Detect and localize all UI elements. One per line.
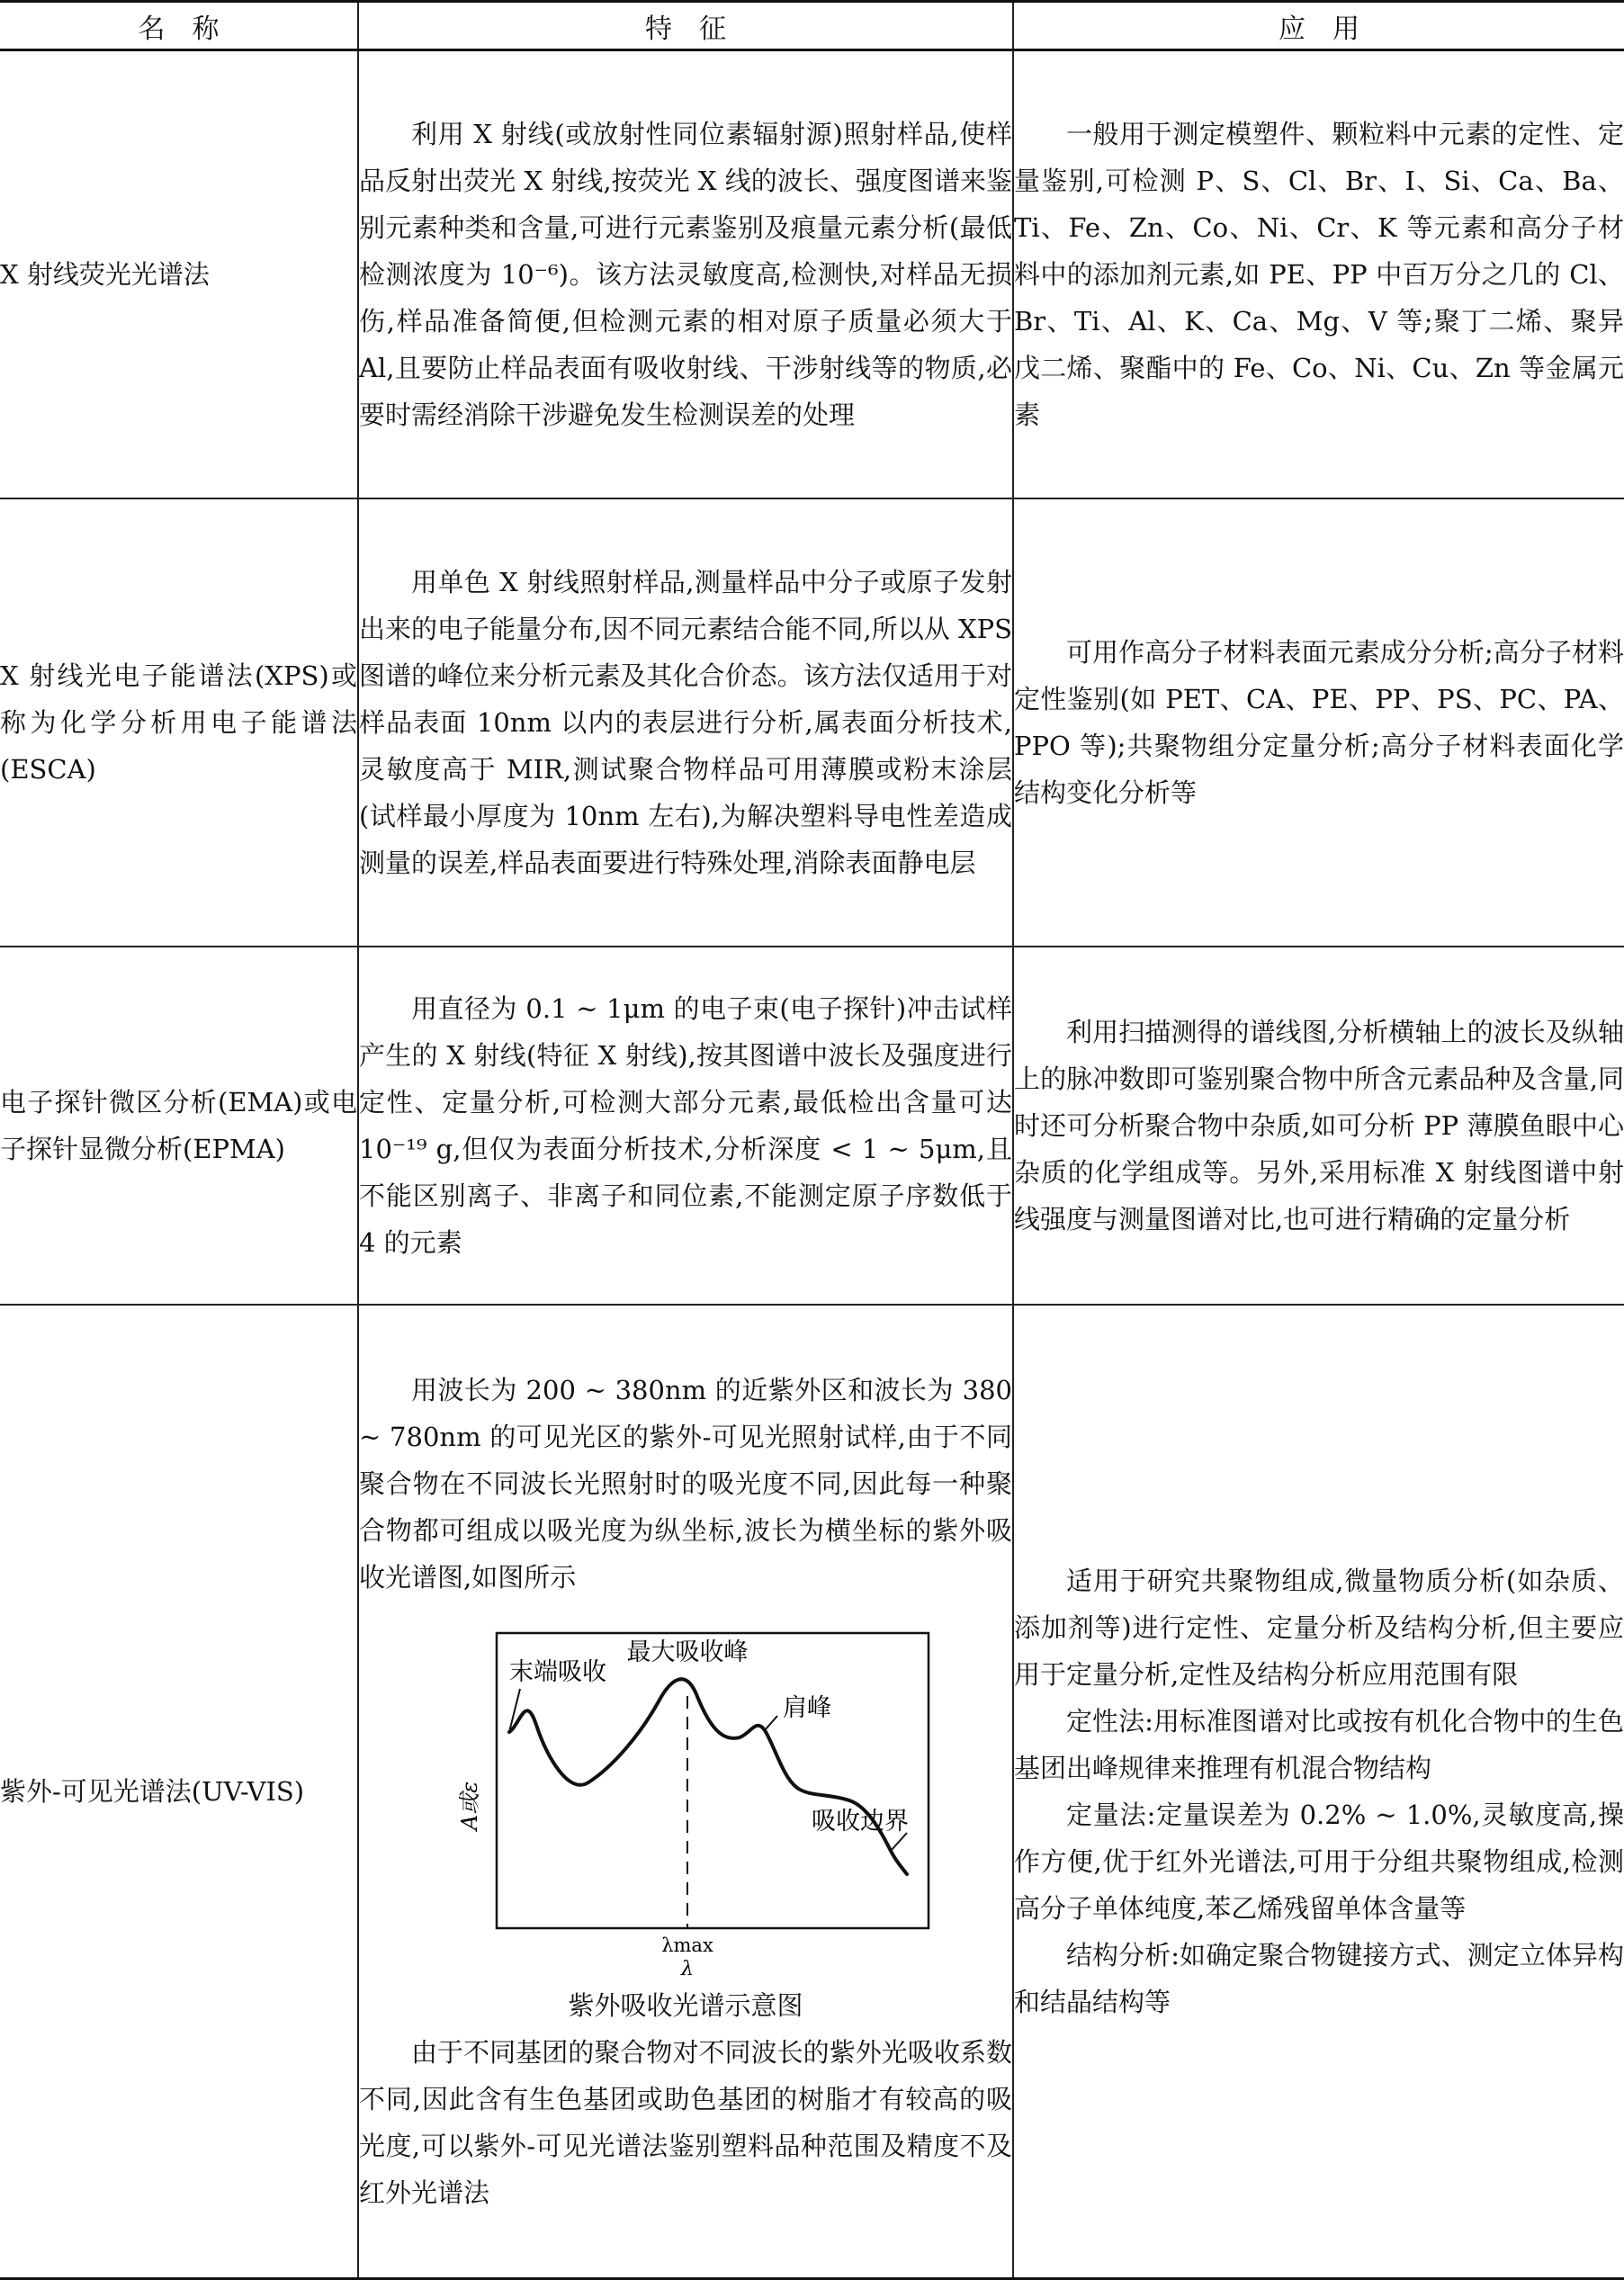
absorption-edge-label: 吸收边界 <box>812 1808 909 1836</box>
method-feature <box>358 1305 1013 2279</box>
y-axis-label: A或ε <box>457 1781 482 1831</box>
method-application: 可用作高分子材料表面元素成分分析;高分子材料定性鉴别(如 PET、CA、PE、PP、PS、PC、PA、PPO 等);共聚物组分定量分析;高分子材料表面化学结构变化分析等 <box>1013 498 1624 947</box>
shoulder-leader <box>765 1716 777 1730</box>
uv-spectrum-figure <box>434 1617 938 1977</box>
max-peak-label: 最大吸收峰 <box>626 1638 749 1666</box>
header-feature: 特 征 <box>358 2 1013 50</box>
figure-caption: 紫外吸收光谱示意图 <box>568 1990 803 2021</box>
application-para: 定量法:定量误差为 0.2% ~ 1.0%,灵敏度高,操作方便,优于红外光谱法,可用于分组共聚物组成,检测高分子单体纯度,苯乙烯残留单体含量等 <box>1014 1800 1624 1924</box>
header-application: 应 用 <box>1013 2 1624 50</box>
application-para: 适用于研究共聚物组成,微量物质分析(如杂质、添加剂等)进行定性、定量分析及结构分析,但主要应用于定量分析,定性及结构分析应用范围有限 <box>1014 1566 1624 1690</box>
absorption-curve <box>509 1679 907 1874</box>
method-feature: 用单色 X 射线照射样品,测量样品中分子或原子发射出来的电子能量分布,因不同元素结合能不同,所以从 XPS 图谱的峰位来分析元素及其化合价态。该方法仅适用于对样品表面 10nm 以内的表层进行分析,属表面分析技术,灵敏度高于 MIR,测试聚合物样品可用薄膜或粉末涂层(试样最小厚度为 10nm 左右),为解决塑料导电性差造成测量的误差,样品表面要进行特殊处理,消除表面静电层 <box>358 498 1013 947</box>
method-application <box>1013 1305 1624 2279</box>
end-absorption-label: 末端吸收 <box>509 1658 606 1686</box>
method-name: 电子探针微区分析(EMA)或电子探针显微分析(EPMA) <box>0 947 358 1305</box>
shoulder-label: 肩峰 <box>783 1694 831 1722</box>
edge-leader <box>891 1833 907 1851</box>
method-name: X 射线光电子能谱法(XPS)或称为化学分析用电子能谱法(ESCA) <box>0 498 358 947</box>
lambda-max-tick: λmax <box>661 1934 713 1956</box>
table-row <box>0 1305 1624 2279</box>
table-row <box>0 947 1624 1305</box>
method-application: 利用扫描测得的谱线图,分析横轴上的波长及纵轴上的脉冲数即可鉴别聚合物中所含元素品种及含量,同时还可分析聚合物中杂质,如可分析 PP 薄膜鱼眼中心杂质的化学组成等。另外,采用标准 X 射线图谱中射线强度与测量图谱对比,也可进行精确的定量分析 <box>1013 947 1624 1305</box>
method-name: 紫外-可见光谱法(UV-VIS) <box>0 1305 358 2279</box>
feature-text-after-figure: 由于不同基团的聚合物对不同波长的紫外光吸收系数不同,因此含有生色基团或助色基团的树脂才有较高的吸光度,可以紫外-可见光谱法鉴别塑料品种范围及精度不及红外光谱法 <box>359 2037 1012 2208</box>
application-para: 结构分析:如确定聚合物键接方式、测定立体异构和结晶结构等 <box>1014 1940 1624 2017</box>
x-axis-label: λ <box>681 1958 694 1977</box>
method-name: X 射线荧光光谱法 <box>0 50 358 499</box>
method-feature: 用直径为 0.1 ~ 1μm 的电子束(电子探针)冲击试样产生的 X 射线(特征 X 射线),按其图谱中波长及强度进行定性、定量分析,可检测大部分元素,最低检出含量可达 10⁻¹⁹ g,但仅为表面分析技术,分析深度 < 1 ~ 5μm,且不能区别离子、非离子和同位素,不能测定原子序数低于 4 的元素 <box>358 947 1013 1305</box>
header-name: 名 称 <box>0 2 358 50</box>
table-row <box>0 50 1624 499</box>
application-para: 定性法:用标准图谱对比或按有机化合物中的生色基团出峰规律来推理有机混合物结构 <box>1014 1706 1624 1783</box>
table-header-row <box>0 2 1624 50</box>
method-application: 一般用于测定模塑件、颗粒料中元素的定性、定量鉴别,可检测 P、S、Cl、Br、I、Si、Ca、Ba、Ti、Fe、Zn、Co、Ni、Cr、K 等元素和高分子材料中的添加剂元素,如 PE、PP 中百万分之几的 Cl、Br、Ti、Al、K、Ca、Mg、V 等;聚丁二烯、聚异戊二烯、聚酯中的 Fe、Co、Ni、Cu、Zn 等金属元素 <box>1013 50 1624 499</box>
uv-spectrum-svg <box>434 1617 938 1977</box>
method-feature: 利用 X 射线(或放射性同位素辐射源)照射样品,使样品反射出荧光 X 射线,按荧光 X 线的波长、强度图谱来鉴别元素种类和含量,可进行元素鉴别及痕量元素分析(最低检测浓度为 10⁻⁶)。该方法灵敏度高,检测快,对样品无损伤,样品准备简便,但检测元素的相对原子质量必须大于 Al,且要防止样品表面有吸收射线、干涉射线等的物质,必要时需经消除干涉避免发生检测误差的处理 <box>358 50 1013 499</box>
feature-text-before-figure: 用波长为 200 ~ 380nm 的近紫外区和波长为 380 ~ 780nm 的可见光区的紫外-可见光照射试样,由于不同聚合物在不同波长光照射时的吸光度不同,因此每一种聚合物都可组成以吸光度为纵坐标,波长为横坐标的紫外吸收光谱图,如图所示 <box>359 1375 1012 1593</box>
table-row <box>0 498 1624 947</box>
